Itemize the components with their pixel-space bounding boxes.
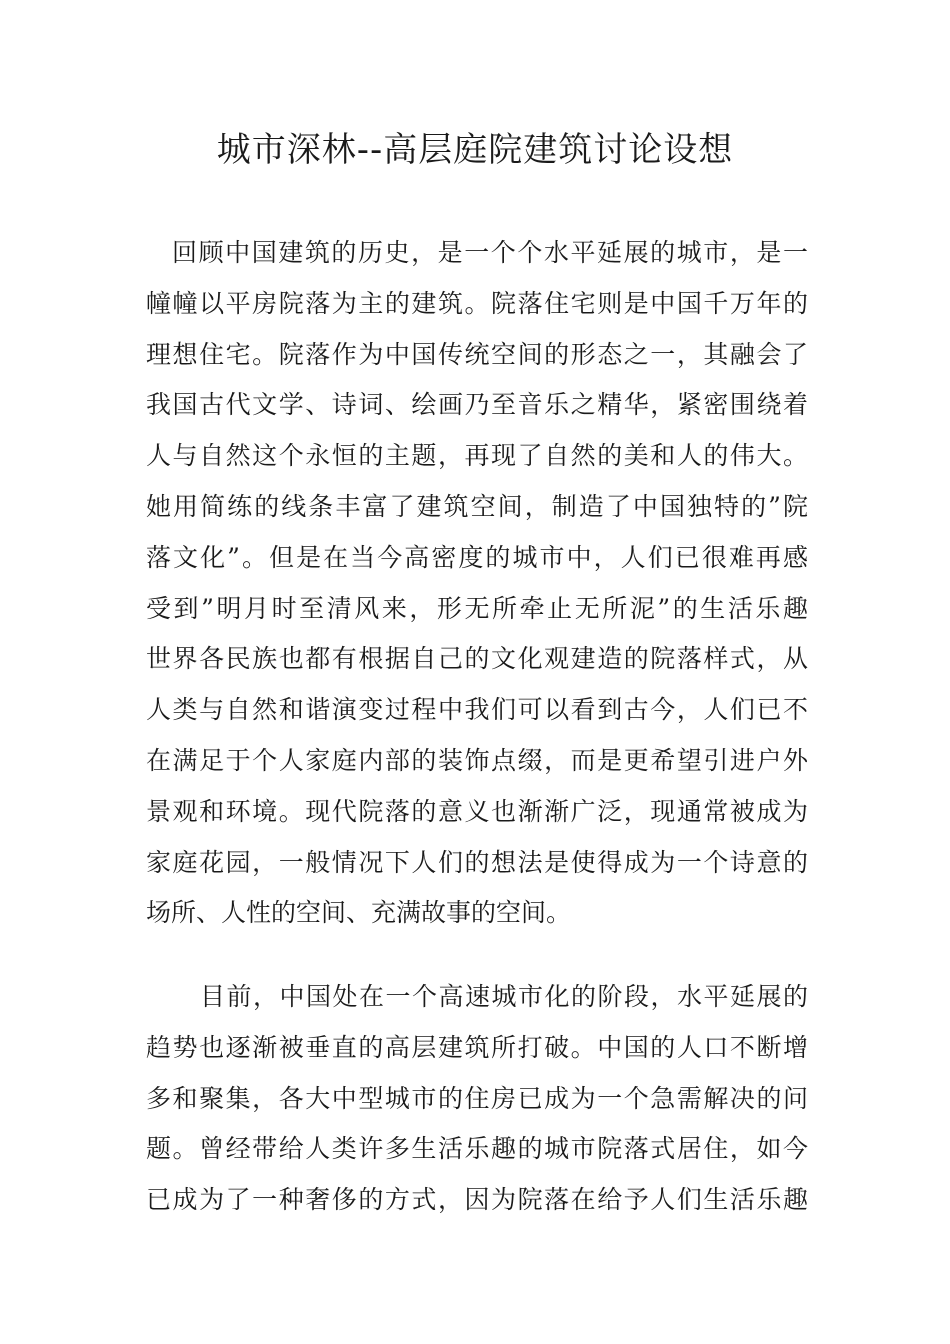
paragraph-line: 回顾中国建筑的历史，是一个个水平延展的城市，是一 <box>172 238 808 267</box>
document-title: 城市深林--高层庭院建筑讨论设想 <box>216 130 734 170</box>
paragraph-line: 她用简练的线条丰富了建筑空间，制造了中国独特的”院 <box>146 491 808 521</box>
paragraph-line: 景观和环境。现代院落的意义也渐渐广泛，现通常被成为 <box>146 796 808 826</box>
paragraph-line: 人与自然这个永恒的主题，再现了自然的美和人的伟大。 <box>146 441 808 471</box>
paragraph-1 <box>146 228 808 939</box>
paragraph-line: 目前，中国处在一个高速城市化的阶段，水平延展的 <box>200 982 808 1011</box>
paragraph-line: 幢幢以平房院落为主的建筑。院落住宅则是中国千万年的 <box>146 288 808 318</box>
paragraph-line: 趋势也逐渐被垂直的高层建筑所打破。中国的人口不断增 <box>146 1032 808 1062</box>
paragraph-line: 我国古代文学、诗词、绘画乃至音乐之精华，紧密围绕着 <box>146 390 808 420</box>
paragraph-line: 世界各民族也都有根据自己的文化观建造的院落样式，从 <box>146 644 808 674</box>
paragraph-line: 在满足于个人家庭内部的装饰点缀，而是更希望引进户外 <box>146 745 808 775</box>
paragraph-2 <box>146 972 808 1226</box>
paragraph-line: 理想住宅。院落作为中国传统空间的形态之一，其融会了 <box>146 339 808 369</box>
paragraph-line: 家庭花园，一般情况下人们的想法是使得成为一个诗意的 <box>146 847 808 877</box>
paragraph-line: 场所、人性的空间、充满故事的空间。 <box>146 898 572 928</box>
paragraph-line: 受到”明月时至清风来，形无所牵止无所泥”的生活乐趣 <box>146 593 808 623</box>
paragraph-line: 多和聚集，各大中型城市的住房已成为一个急需解决的问 <box>146 1083 808 1113</box>
paragraph-line: 人类与自然和谐演变过程中我们可以看到古今，人们已不 <box>146 695 808 725</box>
paragraph-line: 已成为了一种奢侈的方式，因为院落在给予人们生活乐趣 <box>146 1185 808 1215</box>
paragraph-line: 题。曾经带给人类许多生活乐趣的城市院落式居住，如今 <box>146 1134 808 1164</box>
paragraph-line: 落文化”。但是在当今高密度的城市中，人们已很难再感 <box>146 542 808 572</box>
